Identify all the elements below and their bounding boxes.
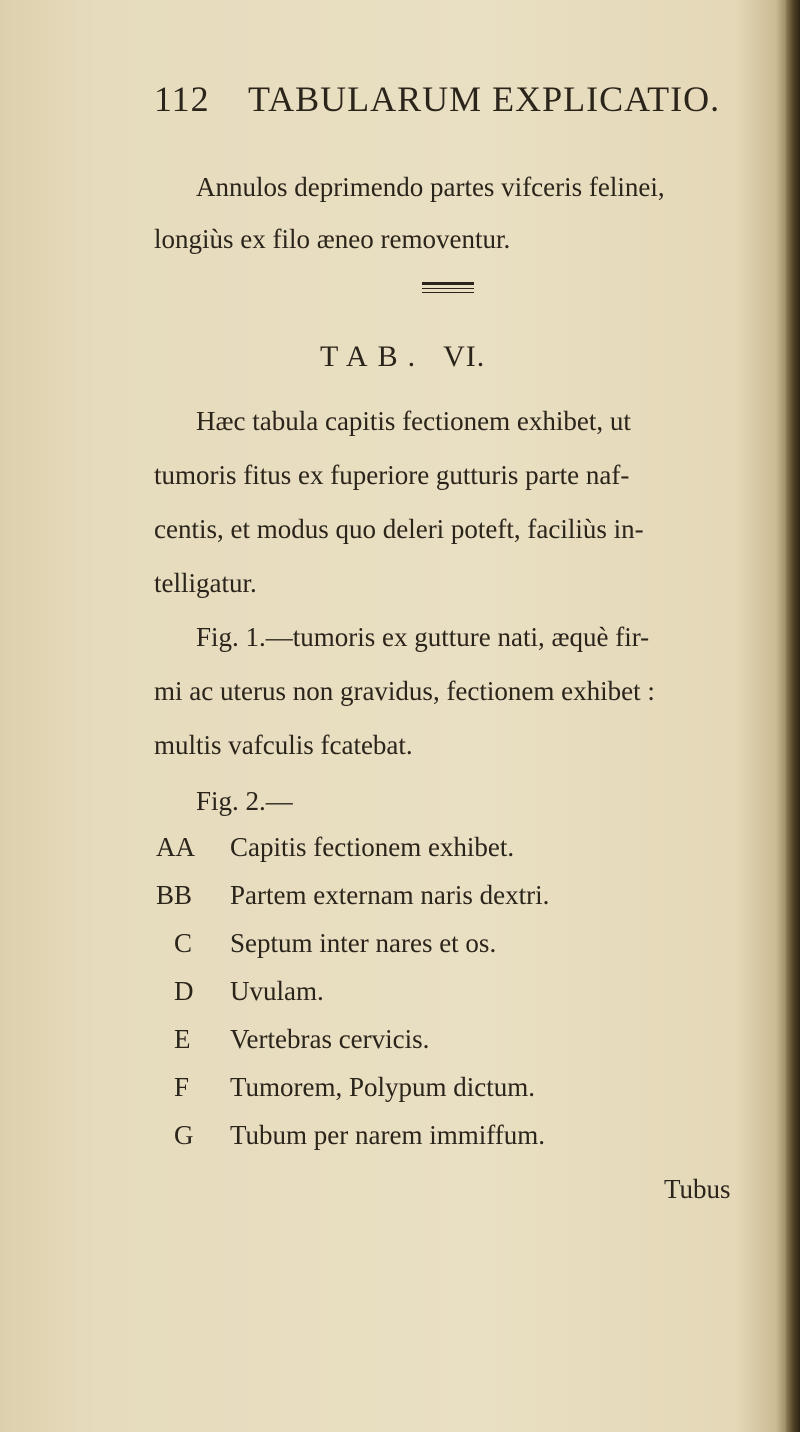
fig2-heading: Fig. 2.— xyxy=(196,786,293,816)
legend-text-bb: Partem externam naris dextri. xyxy=(230,880,550,910)
paragraph1-line-2: tumoris fitus ex fuperiore gutturis parte naf- xyxy=(154,460,630,490)
running-header xyxy=(154,78,721,120)
paragraph2-line-3: multis vafculis fcatebat. xyxy=(154,730,413,760)
legend-letter-e: E xyxy=(174,1024,191,1054)
paragraph1-line-4: telligatur. xyxy=(154,568,257,598)
legend-text-g: Tubum per narem immiffum. xyxy=(230,1120,545,1150)
legend-letter-bb: BB xyxy=(156,880,193,910)
legend-letter-aa: AA xyxy=(156,832,195,862)
running-title: TABULARUM EXPLICATIO. xyxy=(248,79,721,119)
legend-text-e: Vertebras cervicis. xyxy=(230,1024,430,1054)
legend-text-c: Septum inter nares et os. xyxy=(230,928,497,958)
tab-word: TAB. xyxy=(320,340,426,373)
section-divider-ornament xyxy=(422,282,474,296)
page-number: 112 xyxy=(154,79,210,119)
legend-letter-d: D xyxy=(174,976,194,1006)
paragraph1-line-3: centis, et modus quo deleri poteft, faciliùs in- xyxy=(154,514,644,544)
legend-text-f: Tumorem, Polypum dictum. xyxy=(230,1072,536,1102)
intro-line-1: Annulos deprimendo partes vifceris felinei, xyxy=(196,172,665,202)
legend-letter-f: F xyxy=(174,1072,190,1102)
paragraph2-line-2: mi ac uterus non gravidus, fectionem exhibet : xyxy=(154,676,655,706)
legend-letter-g: G xyxy=(174,1120,194,1150)
page-edge-binding xyxy=(786,0,800,1432)
section-title xyxy=(320,340,485,374)
intro-line-2: longiùs ex filo æneo removentur. xyxy=(154,224,511,254)
legend-text-aa: Capitis fectionem exhibet. xyxy=(230,832,515,862)
paragraph2-line-1: Fig. 1.—tumoris ex gutture nati, æquè fir- xyxy=(196,622,650,652)
tab-number: VI. xyxy=(443,340,486,373)
legend-text-d: Uvulam. xyxy=(230,976,324,1006)
paragraph1-line-1: Hæc tabula capitis fectionem exhibet, ut xyxy=(196,406,631,436)
legend-letter-c: C xyxy=(174,928,193,958)
catchword: Tubus xyxy=(664,1174,731,1204)
